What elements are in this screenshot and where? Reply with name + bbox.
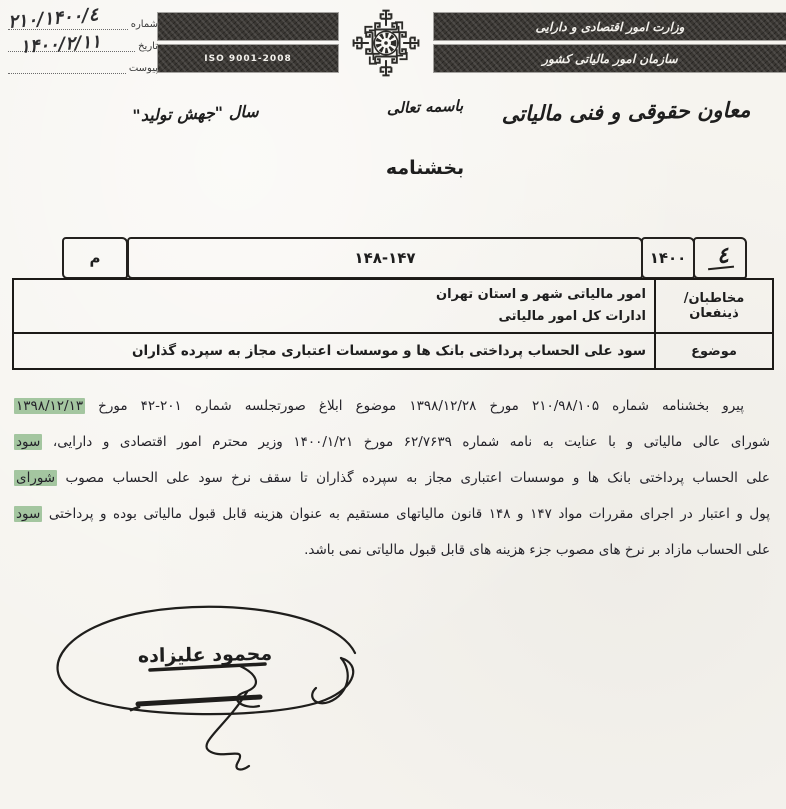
- addressee-line: ادارات کل امور مالیاتی: [498, 309, 646, 324]
- body-line-text: پیرو بخشنامه شماره ۲۱۰/۹۸/۱۰۵ مورخ ۱۳۹۸/۱۲/۲۸ موضوع ابلاغ صورتجلسه شماره ۲۰۱-۴۲ مورخ: [85, 398, 744, 414]
- attachment-label: پیوست: [128, 63, 158, 74]
- iso-certification-label: ISO 9001-2008: [204, 53, 292, 64]
- signature-block: [35, 598, 380, 783]
- body-line: [14, 424, 770, 460]
- highlighted-text: سود: [16, 434, 41, 450]
- info-table: [12, 278, 774, 370]
- subject-header-cell: [654, 332, 772, 368]
- highlighted-text: سود: [16, 506, 41, 522]
- circular-body: [14, 388, 770, 568]
- serial-box: [693, 237, 747, 279]
- addressee-line: امور مالیاتی شهر و استان تهران: [436, 287, 646, 302]
- body-line-text: شورای عالی مالیاتی و با عنایت به نامه شماره ۶۲/۷۶۳۹ مورخ ۱۴۰۰/۱/۲۱ وزیر محترم امور اقتصادی و دارایی،: [42, 434, 770, 450]
- letterhead-band-bottom-right: [434, 45, 786, 72]
- body-line: [14, 460, 770, 496]
- number-label: شماره: [130, 19, 158, 30]
- bismillah-text: باسمه تعالی: [386, 96, 464, 118]
- date-label: تاریخ: [138, 41, 158, 52]
- letterhead-band-top-left: [158, 13, 338, 40]
- reference-block: [7, 4, 158, 74]
- addressees-value-cell: [14, 280, 654, 332]
- handwritten-date: ۱۴۰۰/۲/۱۱: [19, 31, 102, 58]
- letterhead-band-bottom-left: [158, 45, 338, 72]
- deputy-title: معاون حقوقی و فنی مالیاتی: [501, 97, 751, 127]
- highlighted-text: شورای: [16, 470, 56, 486]
- attachment-dotted-line: [8, 59, 126, 74]
- ministry-name: وزارت امور اقتصادی و دارایی: [535, 19, 685, 34]
- addressees-header-cell: [654, 280, 772, 332]
- handwritten-serial: ٤: [706, 246, 734, 271]
- body-line-text: علی الحساب مازاد بر نرخ های مصوب جزء هزینه های قابل قبول مالیاتی نمی باشد.: [304, 542, 770, 558]
- addressees-label: مخاطبان/ذینفعان: [683, 291, 745, 321]
- year-slogan: سال "جهش تولید": [132, 101, 259, 126]
- body-line-text: علی الحساب پرداختی بانک ها و موسسات اعتباری مجاز به سپرده گذاران تا سقف نرخ سود علی الحساب مصوب: [57, 470, 770, 486]
- highlighted-text: ۱۳۹۸/۱۲/۱۳: [16, 398, 84, 414]
- articles-range: ۱۴۸-۱۴۷: [354, 249, 416, 267]
- year-box: [641, 237, 695, 279]
- body-line-text: پول و اعتبار در اجرای مقررات مواد ۱۴۷ و ۱۴۸ قانون مالیاتهای مستقیم به عنوان هزینه قابل قبول مالیاتی بوده و پرداختی: [42, 506, 770, 522]
- document-type-title: بخشنامه: [385, 157, 465, 179]
- signatory-name: محمود علیزاده: [137, 642, 273, 668]
- subject-value-cell: [14, 332, 654, 368]
- tax-administration-emblem-icon: [341, 2, 431, 84]
- body-line: [14, 388, 770, 424]
- classification-letter-box: [62, 237, 128, 279]
- body-line: [14, 532, 770, 568]
- subject-label: موضوع: [691, 343, 737, 359]
- subject-text: سود علی الحساب پرداختی بانک ها و موسسات اعتباری مجاز به سپرده گذاران: [131, 343, 646, 359]
- year-value: ۱۴۰۰: [649, 249, 687, 267]
- signature-scribble-icon: [35, 598, 380, 783]
- classification-letter: م: [89, 249, 101, 267]
- body-line: [14, 496, 770, 532]
- articles-range-box: [127, 237, 643, 279]
- letterhead-band-top-right: [434, 13, 786, 40]
- handwritten-circular-number: ۲۱۰/۱۴۰۰/٤: [7, 4, 100, 33]
- organization-name: سازمان امور مالیاتی کشور: [542, 51, 678, 66]
